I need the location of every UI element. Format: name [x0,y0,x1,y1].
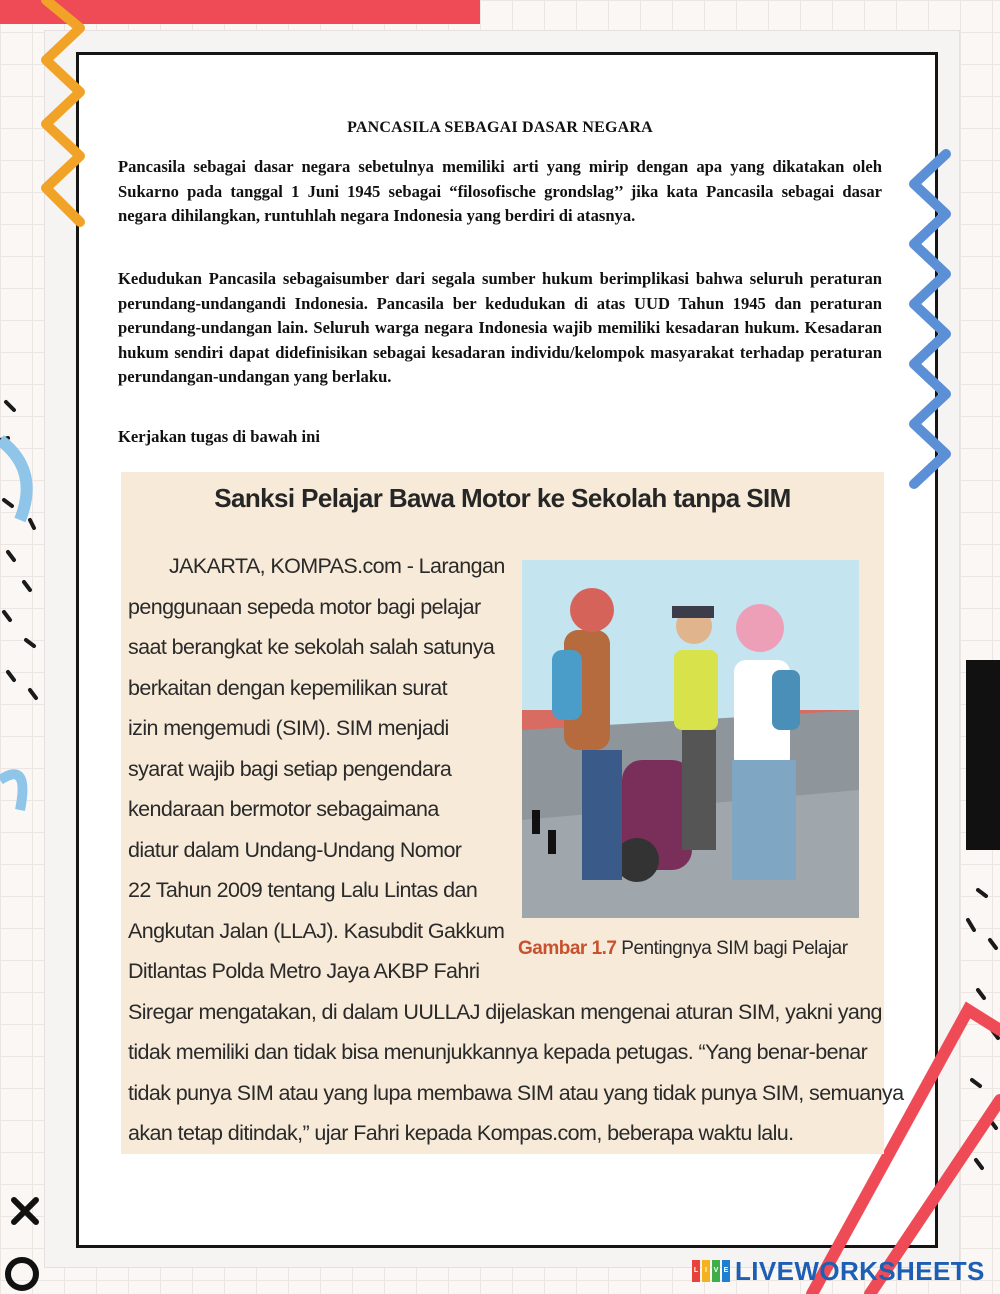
paragraph-kedudukan-pancasila: Kedudukan Pancasila sebagaisumber dari segala sumber hukum berimplikasi bahwa seluruh peraturan perundang-undangandi Indonesia. Pancasila ber kedudukan di atas UUD Tahun 1945 dan peraturan perundang-undangan lain. Seluruh warga negara Indonesia wajib memiliki kesadaran hukum. Kesadaran hukum sendiri dapat didefinisikan sebagai kesadaran individu/kelompok masyarakat terhadap peraturan perundangan-undangan yang berlaku. [118,269,882,386]
article-text-line: 22 Tahun 2009 tentang Lalu Lintas dan [128,878,478,902]
article-text-line: Siregar mengatakan, di dalam UULLAJ dijelaskan mengenai aturan SIM, yakni yang [128,1000,882,1024]
article-text-line: JAKARTA, KOMPAS.com - Larangan [169,554,505,578]
logo-mark-letter: V [712,1260,720,1282]
article-text-line: Angkutan Jalan (LLAJ). Kasubdit Gakkum [128,919,505,943]
article-text-line: akan tetap ditindak,” ujar Fahri kepada Kompas.com, beberapa waktu lalu. [128,1121,794,1145]
liveworksheets-logo [692,1253,985,1289]
article-text-line: syarat wajib bagi setiap pengendara [128,757,452,781]
illustration-police-checking-sim [522,560,859,918]
article-text-line: Ditlantas Polda Metro Jaya AKBP Fahri [128,959,480,983]
logo-wordmark: LIVEWORKSHEETS [735,1255,985,1286]
figure-caption-text: Pentingnya SIM bagi Pelajar [621,938,848,959]
paragraph-pancasila-dasar-negara: Pancasila sebagai dasar negara sebetulnya memiliki arti yang mirip dengan apa yang dikatakan oleh Sukarno pada tanggal 1 Juni 1945 sebagai “filosofische grondslag’’ jika kata Pancasila sebagai dasar negara dihilangkan, runtuhlah negara Indonesia yang berdiri di atasnya. [118,157,882,225]
article-text-line: saat berangkat ke sekolah salah satunya [128,635,495,659]
article-text-line: izin mengemudi (SIM). SIM menjadi [128,716,449,740]
article-text-line: tidak memiliki dan tidak bisa menunjukkannya kepada petugas. “Yang benar-benar [128,1040,868,1064]
figure-caption-label: Gambar 1.7 [518,938,617,959]
document-title: PANCASILA SEBAGAI DASAR NEGARA [347,119,653,136]
article-headline: Sanksi Pelajar Bawa Motor ke Sekolah tanpa SIM [214,483,791,513]
logo-mark-icon [692,1260,732,1282]
logo-mark-letter: I [702,1260,710,1282]
article-text-line: berkaitan dengan kepemilikan surat [128,676,448,700]
article-text-line: penggunaan sepeda motor bagi pelajar [128,595,481,619]
figure-caption [518,938,848,960]
logo-mark-letter: E [722,1260,730,1282]
task-instruction: Kerjakan tugas di bawah ini [118,427,320,446]
news-article-clipping [121,472,904,1154]
logo-mark-letter: L [692,1260,700,1282]
article-text-line: tidak punya SIM atau yang lupa membawa SIM atau yang tidak punya SIM, semuanya [128,1081,904,1105]
article-text-line: kendaraan bermotor sebagaimana [128,797,439,821]
article-text-line: diatur dalam Undang-Undang Nomor [128,838,462,862]
